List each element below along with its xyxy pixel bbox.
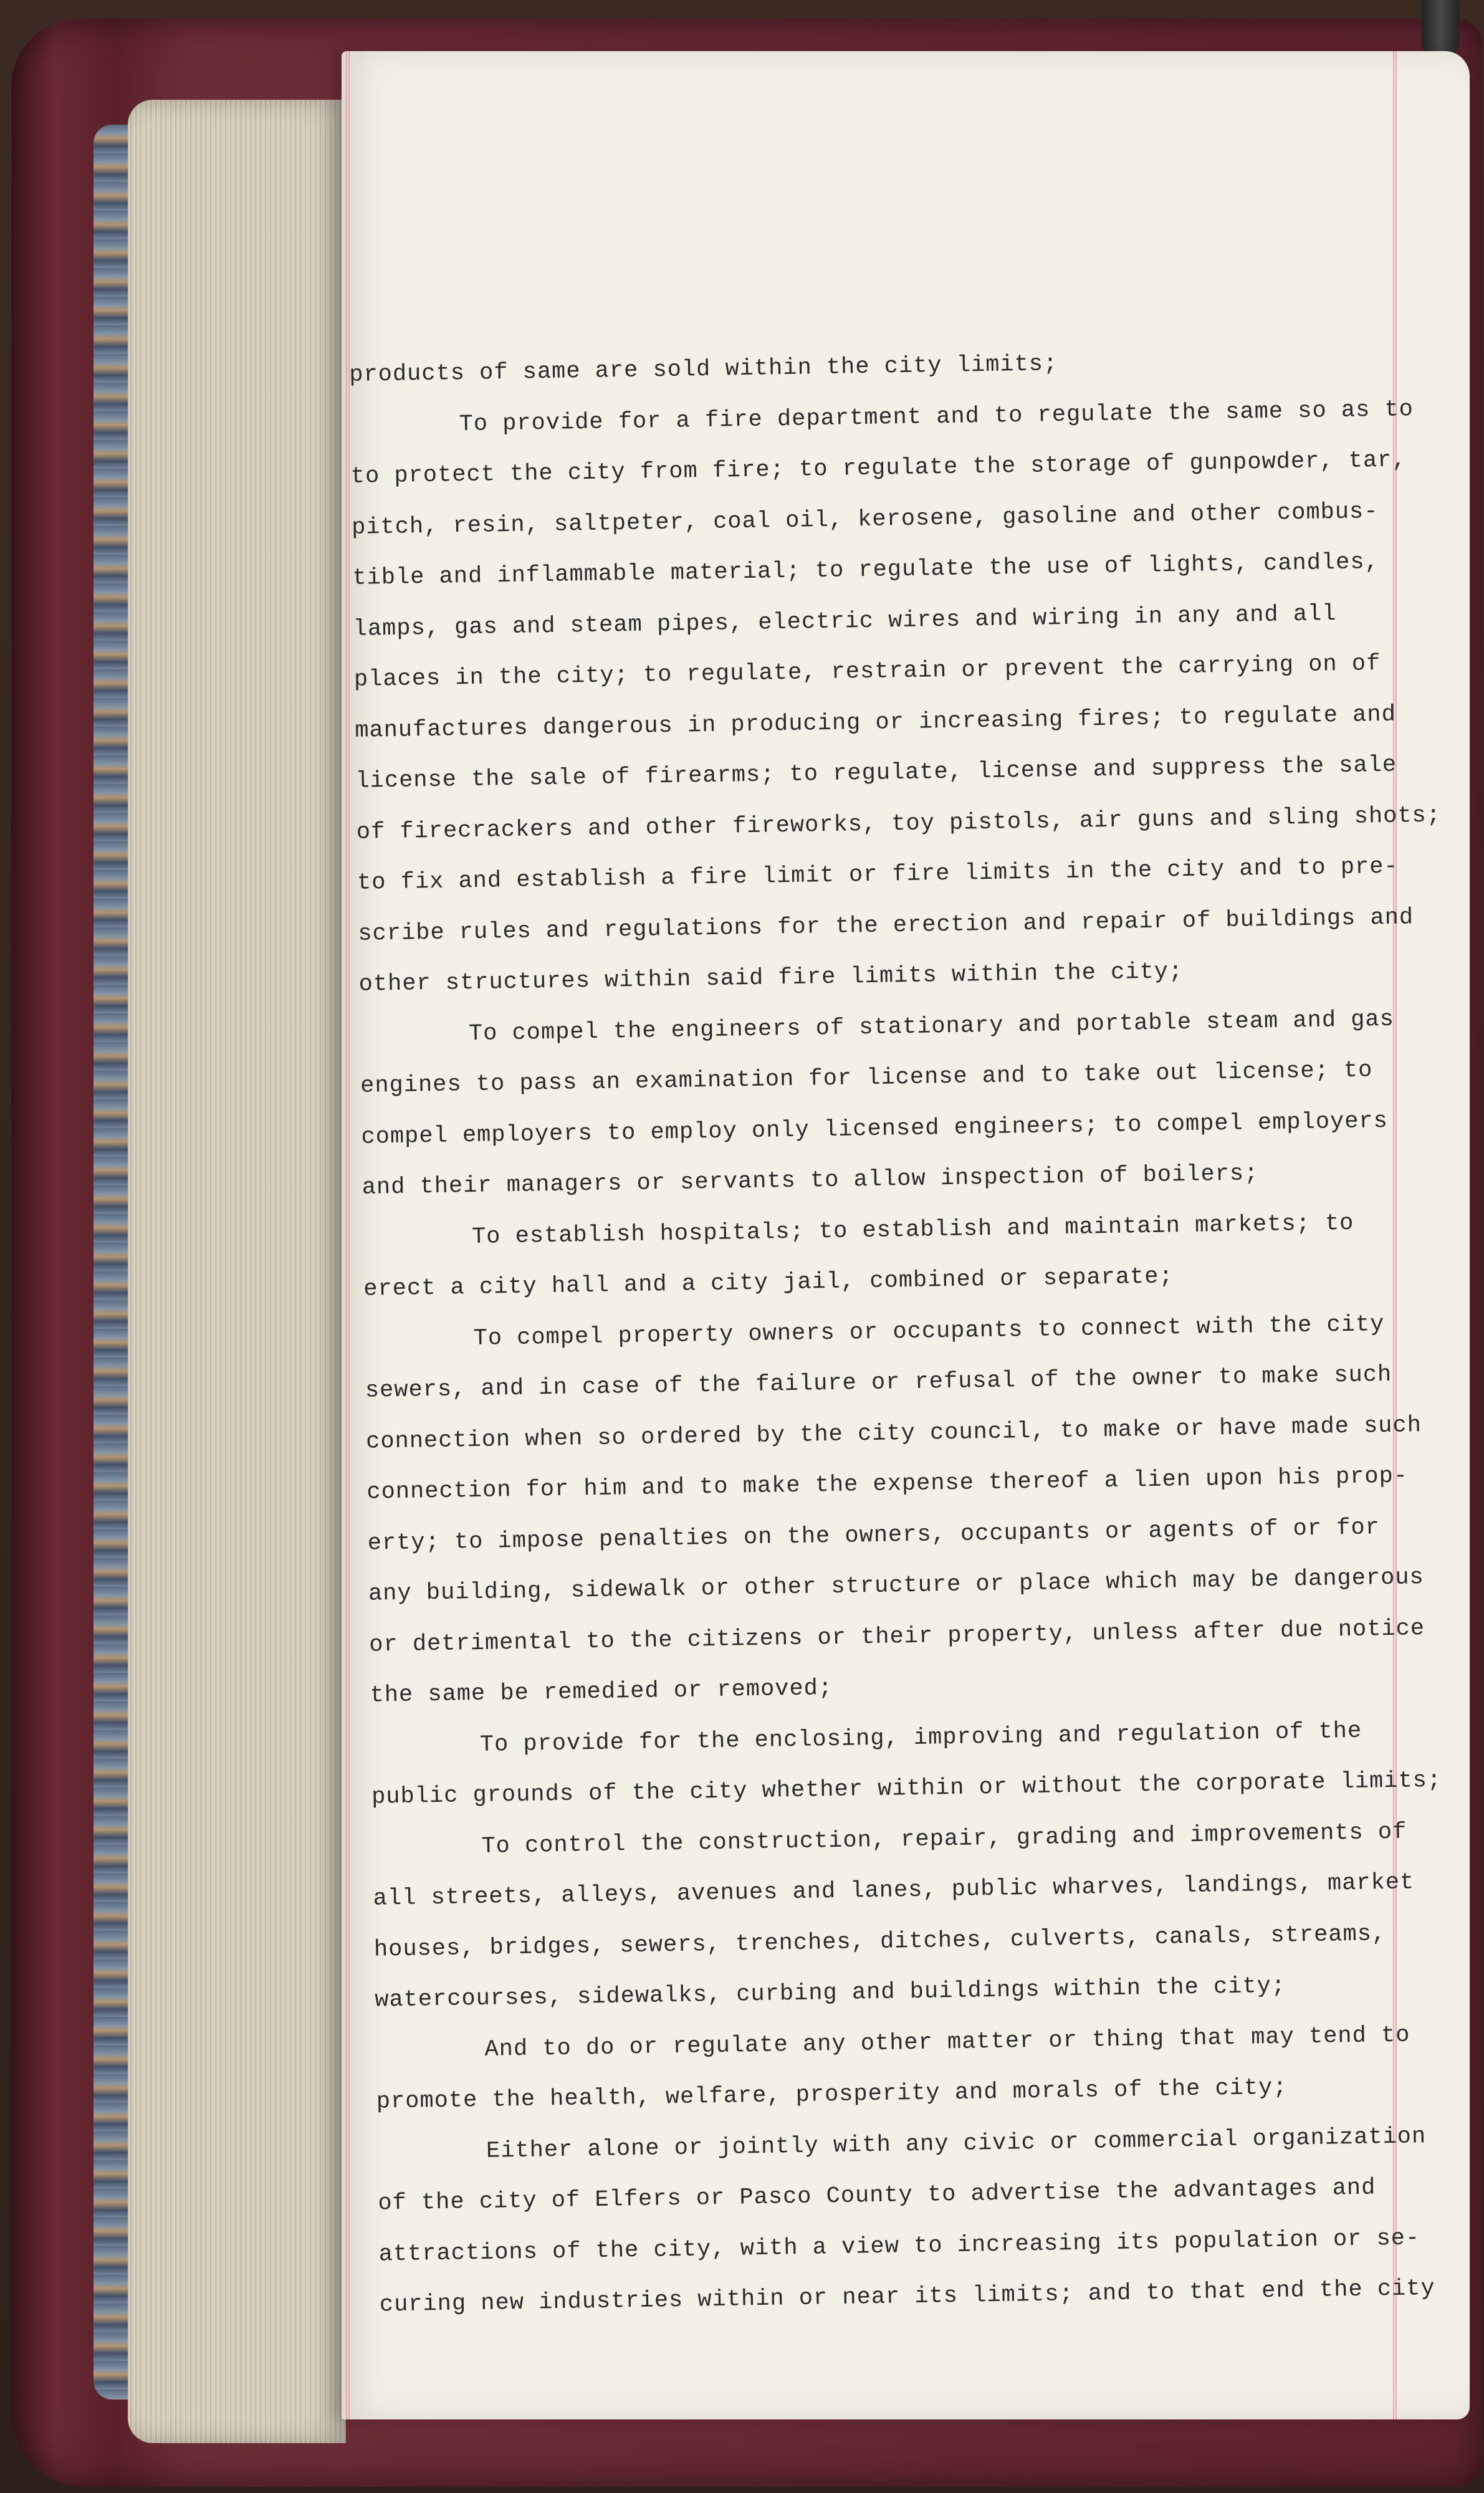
text-line: To compel the engineers of stationary and portable steam and gas	[468, 1006, 1395, 1047]
text-line: engines to pass an examination for license and to take out license; to	[360, 1057, 1373, 1099]
text-line: To establish hospitals; to establish and maintain markets; to	[471, 1210, 1354, 1250]
text-line: curing new industries within or near its limits; and to that end the city	[379, 2275, 1435, 2318]
text-line: To compel property owners or occupants to connect with the city	[473, 1311, 1385, 1352]
text-line: compel employers to employ only licensed engineers; to compel employers	[361, 1108, 1389, 1151]
left-margin-rule	[346, 51, 350, 2419]
text-line: To provide for the enclosing, improving and regulation of the	[479, 1718, 1362, 1758]
text-line: any building, sidewalk or other structure or place which may be dangerous	[368, 1564, 1425, 1607]
text-line: erty; to impose penalties on the owners, occupants or agents of or for	[367, 1514, 1381, 1557]
text-line: tible and inflammable material; to regulate the use of lights, candles,	[352, 549, 1380, 591]
text-line: sewers, and in case of the failure or refusal of the owner to make such	[365, 1361, 1392, 1404]
text-line: connection when so ordered by the city council, to make or have made such	[365, 1412, 1422, 1455]
text-line: To provide for a fire department and to regulate the same so as to	[459, 396, 1414, 438]
text-line: or detrimental to the citizens or their property, unless after due notice	[369, 1615, 1425, 1658]
text-line: Either alone or jointly with any civic or commercial organization	[486, 2123, 1427, 2165]
text-line: promote the health, welfare, prosperity and morals of the city;	[376, 2074, 1288, 2115]
text-line: all streets, alleys, avenues and lanes, public wharves, landings, market	[373, 1869, 1415, 1912]
text-line: public grounds of the city whether within or without the corporate limits;	[371, 1767, 1442, 1811]
text-line: license the sale of firearms; to regulate, license and suppress the sale	[355, 752, 1397, 795]
clasp-icon	[1422, 0, 1459, 56]
text-line: houses, bridges, sewers, trenches, ditches, culverts, canals, streams,	[373, 1920, 1387, 1963]
page-stack	[128, 100, 346, 2443]
text-line: products of same are sold within the city limits;	[349, 351, 1058, 388]
text-line: scribe rules and regulations for the erection and repair of buildings and	[358, 904, 1414, 947]
text-line: the same be remedied or removed;	[370, 1675, 833, 1709]
text-line: erect a city hall and a city jail, combined or separate;	[363, 1263, 1174, 1303]
text-line: to fix and establish a fire limit or fire limits in the city and to pre-	[357, 853, 1399, 896]
text-line: And to do or regulate any other matter or thing that may tend to	[484, 2022, 1410, 2063]
text-line: To control the construction, repair, grading and improvements of	[481, 1819, 1407, 1860]
text-line: pitch, resin, saltpeter, coal oil, kerosene, gasoline and other combus-	[351, 498, 1379, 541]
text-line: connection for him and to make the expense thereof a lien upon his prop-	[366, 1463, 1409, 1506]
text-line: attractions of the city, with a view to increasing its population or se-	[378, 2224, 1420, 2268]
text-line: places in the city; to regulate, restrain or prevent the carrying on of	[353, 651, 1381, 693]
text-line: and their managers or servants to allow inspection of boilers;	[361, 1160, 1259, 1201]
text-line: to protect the city from fire; to regulate the storage of gunpowder, tar,	[350, 447, 1407, 490]
text-line: of firecrackers and other fireworks, toy pistols, air guns and sling shots;	[356, 802, 1442, 846]
text-line: lamps, gas and steam pipes, electric wires and wiring in any and all	[353, 600, 1337, 643]
text-line: other structures within said fire limits within the city;	[358, 959, 1184, 998]
text-line: manufactures dangerous in producing or increasing fires; to regulate and	[354, 701, 1397, 744]
text-line: of the city of Elfers or Pasco County to advertise the advantages and	[378, 2175, 1376, 2217]
text-line: watercourses, sidewalks, curbing and buildings within the city;	[374, 1973, 1286, 2014]
